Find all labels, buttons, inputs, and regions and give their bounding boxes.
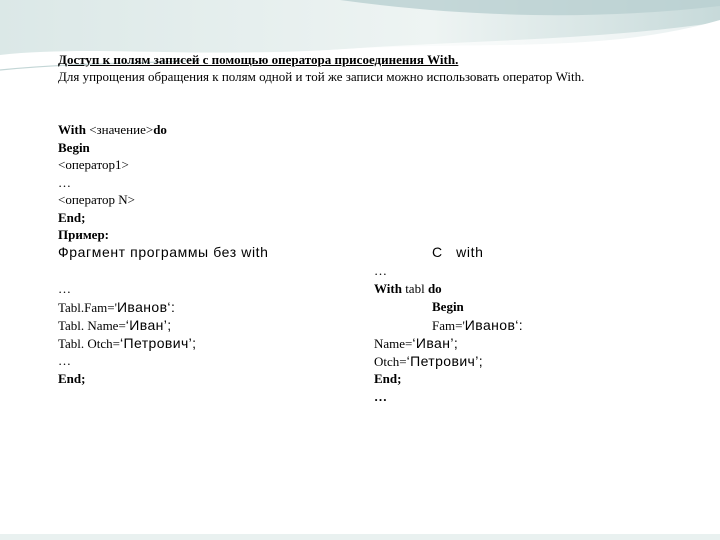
right-otch-value: ‘Петрович’; (406, 353, 484, 369)
right-name-line (374, 334, 523, 352)
right-name-value: ‘Иван’; (412, 335, 459, 351)
operator1-placeholder: <оператор1> (58, 157, 129, 172)
right-with-arg: tabl (401, 281, 428, 296)
begin-keyword: Begin (58, 139, 90, 155)
right-do-keyword: do (427, 281, 442, 296)
right-end-keyword: End; (374, 371, 402, 386)
left-column-heading: Фрагмент программы без with (58, 244, 269, 260)
right-ellipsis-top: … (374, 263, 387, 278)
right-with-line (374, 280, 523, 298)
right-fam-line (374, 316, 523, 334)
operatorN-placeholder: <оператор N> (58, 192, 135, 207)
right-otch-prefix: Otch= (374, 354, 407, 369)
left-ellipsis-bottom: … (58, 353, 71, 368)
left-fam-prefix: Tabl.Fam=' (58, 300, 117, 315)
slide-heading: Доступ к полям записей с помощью оператора присоединения With. (58, 52, 459, 67)
left-otch-line (58, 334, 196, 352)
value-placeholder: <значение> (89, 122, 154, 137)
left-ellipsis-top: … (58, 281, 71, 296)
left-otch-prefix: Tabl. Otch= (58, 336, 121, 351)
intro-paragraph: Для упрощения обращения к полям одной и той же записи можно использовать оператор With. (58, 69, 585, 84)
right-column-heading: С with (432, 244, 484, 260)
syntax-with-line (58, 121, 167, 139)
right-ellipsis-bottom: … (374, 389, 387, 404)
right-name-prefix: Name= (374, 336, 413, 351)
do-keyword: do (153, 122, 167, 137)
left-fam-line (58, 298, 196, 316)
right-fam-value: Иванов‘: (464, 317, 524, 333)
left-name-line (58, 316, 196, 334)
left-end-keyword: End; (58, 371, 86, 386)
right-begin-keyword: Begin (432, 299, 464, 314)
left-name-prefix: Tabl. Name= (58, 318, 126, 333)
syntax-ellipsis: … (58, 174, 71, 190)
left-name-value: ‘Иван’; (125, 317, 172, 333)
right-with-keyword: With (374, 281, 402, 296)
right-code-block (374, 262, 523, 406)
right-fam-prefix: Fam=' (432, 318, 465, 333)
left-otch-value: ‘Петрович’; (120, 335, 197, 351)
example-label: Пример: (58, 227, 110, 242)
right-otch-line (374, 352, 523, 370)
left-code-block (58, 280, 196, 388)
end-keyword: End; (58, 209, 86, 225)
with-keyword: With (58, 122, 86, 137)
left-fam-value: Иванов‘: (116, 299, 176, 315)
syntax-block (58, 121, 167, 244)
